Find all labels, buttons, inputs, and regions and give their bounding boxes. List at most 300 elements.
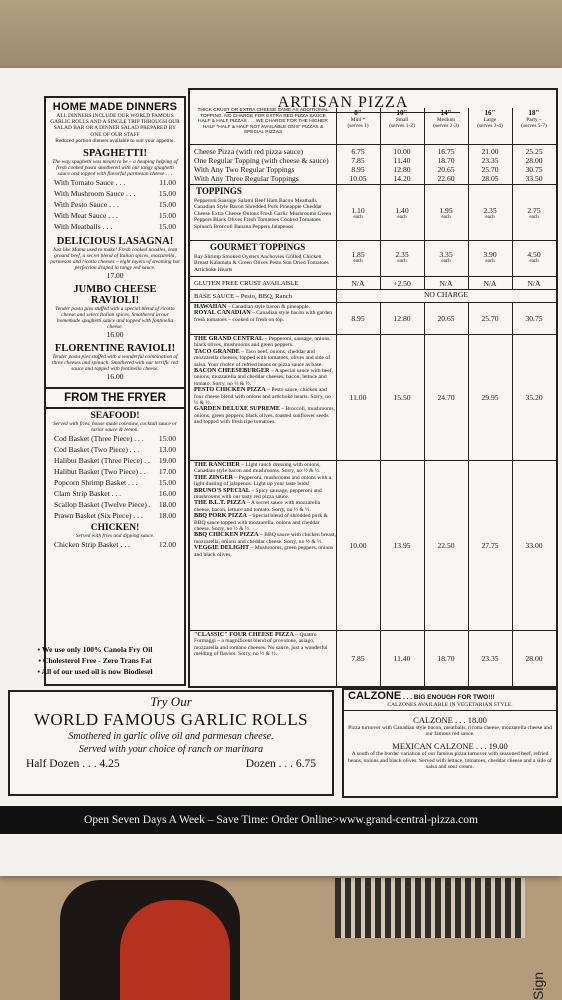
spaghetti-item-price: 15.00	[158, 189, 176, 199]
mexican-calzone-desc: A south of the border variation of our famous pizza turnover with seasoned beef, refried beans, onions and black olives. Served with lettuce, tomatoes, cheddar cheese and a side of salsa and sour cream.	[348, 751, 552, 770]
spaghetti-item-label: With Pesto Sauce . . .	[54, 200, 119, 210]
specialty-group-3-price-value: 33.00	[525, 541, 543, 550]
gluten-free-label: GLUTEN FREE CRUST AVAILABLE	[194, 280, 299, 287]
spaghetti-item-label: With Tomato Sauce . . .	[54, 178, 126, 188]
oil-note: • Cholesterol Free - Zero Trans Fat	[38, 656, 152, 665]
base-pizza-price	[380, 165, 424, 174]
specialty-group-2-item	[194, 349, 336, 368]
base-pizza-price-value: 30.75	[525, 165, 543, 174]
base-pizza-price	[380, 174, 424, 183]
specialty-group-1-item-text: – Canadian style bacon with garden fresh tomatoes – cooked or fresh on top.	[194, 310, 333, 323]
dinners-panel	[44, 96, 186, 686]
specialty-group-3-price	[336, 541, 380, 550]
base-pizza-price	[512, 165, 556, 174]
specialty-group-3-price-value: 10.00	[349, 541, 367, 550]
base-pizza-price-value: 23.35	[481, 156, 499, 165]
specialty-group-2-price	[336, 393, 380, 402]
size-inches: 18"	[528, 109, 540, 117]
base-pizza-price	[468, 165, 512, 174]
specialty-group-2-price-value: 24.70	[437, 393, 455, 402]
gourmet-price-value: 3.35	[439, 250, 453, 259]
each-label: each	[353, 215, 363, 220]
seafood-item	[50, 444, 180, 455]
gourmet-price	[380, 250, 424, 264]
grid-line	[336, 108, 337, 686]
base-pizza-price	[336, 165, 380, 174]
specialty-group-3-item-name: THE RANCHER	[194, 461, 240, 468]
garlic-rolls-panel	[8, 690, 334, 796]
lasagna-price: 17.00	[106, 271, 124, 281]
topping-price	[380, 206, 424, 220]
specialty-group-3-item-name: VEGGIE DELIGHT	[194, 544, 250, 552]
spaghetti-item	[50, 210, 180, 221]
specialty-group-4-price	[468, 654, 512, 663]
specialty-group-3-item-name: THE B.L.T. PIZZA	[194, 499, 246, 507]
seafood-item	[50, 477, 180, 488]
topping-price	[468, 206, 512, 220]
mexican-calzone-item: MEXICAN CALZONE . . . 19.00	[392, 741, 508, 752]
seafood-title: SEAFOOD!	[90, 411, 140, 422]
specialty-group-2-item	[194, 387, 336, 406]
base-pizza-price-value: 6.75	[351, 147, 365, 156]
box-artwork-red	[120, 900, 230, 1000]
spaghetti-item	[50, 188, 180, 199]
spaghetti-item-price: 15.00	[158, 200, 176, 210]
specialty-group-3-price-value: 13.95	[393, 541, 411, 550]
specialty-group-4-price-value: 7.85	[351, 654, 365, 663]
base-pizza-price	[380, 156, 424, 165]
specialty-group-2-item-text: – Taco beef, onions, cheddar and mozzarella cheeses, topped with tomatoes, olives and side of salsa. Your choice of refried beans or pizza sauce as base.	[194, 348, 331, 368]
specialty-group-4-item-name: "CLASSIC" FOUR CHEESE PIZZA	[194, 631, 294, 638]
spaghetti-item-label: With Meat Sauce . . .	[54, 211, 118, 221]
specialty-group-3-price	[468, 541, 512, 550]
gourmet-price	[336, 250, 380, 264]
seafood-item-price: 18.00	[158, 500, 176, 510]
grid-line	[190, 240, 556, 241]
gluten-free-price	[380, 279, 424, 288]
pizza-title: ARTISAN PIZZA	[226, 94, 460, 113]
gourmet-price	[424, 250, 468, 264]
specialty-group-4-price	[512, 654, 556, 663]
gluten-free-price-value: N/A	[439, 279, 453, 288]
specialty-group-4-price-value: 23.35	[481, 654, 499, 663]
grid-line	[190, 302, 556, 303]
grid-line	[190, 184, 556, 185]
specialty-group-2-item-name: BACON CHEESEBURGER	[194, 367, 270, 375]
base-pizza-price	[424, 147, 468, 156]
specialty-group-3-item-name: BBQ PORK PIZZA	[194, 512, 247, 520]
oil-note: • All of our used oil is now Biodiesel	[37, 667, 153, 676]
spaghetti-item	[50, 177, 180, 188]
seafood-item-price: 16.00	[158, 489, 176, 499]
specialty-group-2-item-text: – Broccoli, mushrooms, onions, green peppers, black olives, toasted sunflower seeds and topped with fresh ripe tomatoes.	[194, 406, 336, 426]
specialty-group-3-price-value: 27.75	[481, 541, 499, 550]
garlic-half-dozen: Half Dozen . . . 4.25	[26, 758, 120, 770]
base-pizza-price-value: 16.75	[437, 147, 455, 156]
spaghetti-item-price: 15.00	[158, 211, 176, 221]
toppings-list: Pepperoni Sausage Salami Beef Ham Bacon Meatballs Canadian Style Bacon Shredded Pork Pineapple Cheddar Cheese Extra Cheese Onions Fresh Garlic Mushrooms Green Peppers Black Olives Fresh Tomatoes Cooked Tomatoes Spinach Broccoli Banana Peppers Jalapenos	[194, 198, 332, 230]
oil-notes	[6, 644, 184, 680]
specialty-group-2-price-value: 35.20	[525, 393, 543, 402]
size-inches: 16"	[484, 109, 496, 117]
grid-line	[190, 460, 556, 461]
base-pizza-price	[512, 174, 556, 183]
specialty-group-3-item-text: – A secret sauce with mozzarella cheese, bacon, lettuce and tomato. Sorry, no ½ & ½.	[194, 500, 321, 513]
base-pizza-price-value: 33.50	[525, 174, 543, 183]
specialty-group-2-price-value: 29.95	[481, 393, 499, 402]
specialty-group-2-price	[380, 393, 424, 402]
seafood-item-label: Prawn Basket (Six Piece) . . .	[54, 511, 143, 521]
seafood-item	[50, 510, 180, 521]
gourmet-list: Bay Shrimp Smoked Oysters Anchovies Grilled Chicken Breast Kalamata & Green Olives Pesto Sun Dried Tomatoes Artichoke Hearts	[194, 254, 329, 273]
ravioli-desc: Tender pasta pies stuffed with a special blend of ricotta cheese and select Italian spices. Smothered in our homemade spaghetti sauce and topped with fontinella cheese.	[55, 306, 175, 331]
specialty-group-4-price	[424, 654, 468, 663]
specialty-group-4-price-value: 18.70	[437, 654, 455, 663]
specialty-group-1-price	[336, 314, 380, 323]
base-pizza-label: Cheese Pizza (with red pizza sauce)	[194, 147, 304, 156]
specialty-group-2-item-text: – Pepperoni, sausage, onions, black olives, mushrooms and green peppers.	[194, 336, 331, 349]
seafood-item-label: Popcorn Shrimp Basket . . .	[54, 478, 138, 488]
lasagna-title: DELICIOUS LASAGNA!	[56, 236, 174, 248]
garlic-line2: Served with your choice of ranch or marinara	[78, 744, 264, 755]
ravioli-title: JUMBO CHEESE RAVIOLI!	[73, 284, 157, 307]
seafood-item-label: Cod Basket (Two Piece) . . .	[54, 445, 140, 455]
topping-price-value: 2.75	[527, 206, 541, 215]
spaghetti-item-label: With Meatballs . . .	[54, 222, 113, 232]
base-pizza-price	[424, 156, 468, 165]
garlic-try: Try Our	[150, 694, 192, 709]
base-pizza-price-value: 8.95	[351, 165, 365, 174]
specialty-group-1-item-name: ROYAL CANADIAN	[194, 309, 251, 317]
specialty-group-3-item-text: – Pepperoni, mushrooms and onions with a light dusting of jalapenos. Light up your taste buds!	[194, 474, 332, 488]
grid-line	[468, 108, 469, 289]
each-label: each	[529, 259, 539, 264]
size-name: Medium	[436, 117, 456, 124]
base-pizza-price	[468, 156, 512, 165]
base-pizza-price-value: 28.00	[525, 156, 543, 165]
calzone-tag: . . . BIG ENOUGH FOR TWO!!!	[401, 694, 495, 701]
specialty-group-2-price-value: 11.00	[349, 393, 367, 402]
size-serves: (serves 1-2)	[389, 123, 415, 130]
dinners-intro: ALL DINNERS INCLUDE OUR WORLD FAMOUS GARLIC ROLLS AND A SINGLE TRIP THROUGH OUR SALAD BAR OR A DINNER SALAD PREPARED BY ONE OF OUR STAFF	[50, 113, 180, 138]
base-pizza-price-value: 12.80	[393, 165, 411, 174]
each-label: each	[397, 259, 407, 264]
gourmet-price-value: 4.50	[527, 250, 541, 259]
size-header	[424, 110, 468, 130]
specialty-group-3-item-name: THE ZINGER	[194, 473, 234, 481]
topping-price	[512, 206, 556, 220]
grid-line	[190, 144, 556, 145]
base-pizza-price-value: 21.00	[481, 147, 499, 156]
base-pizza-price-value: 18.70	[437, 156, 455, 165]
specialty-group-1-price-value: 25.70	[481, 314, 499, 323]
base-pizza-price	[336, 156, 380, 165]
specialty-group-1-item-text: – Canadian style bacon & pineapple.	[226, 304, 311, 310]
specialty-group-3-price-value: 22.50	[437, 541, 455, 550]
size-header	[336, 110, 380, 130]
box-sign-text: Sign	[530, 971, 546, 1000]
calzone-desc: Pizza turnover with Canadian style bacon, meatballs, ricotta cheese, mozzarella cheese and our famous red sauce.	[348, 725, 552, 738]
florentine-desc: Tender pasta pies stuffed with a wonderful combination of three cheeses and spinach. Smothered with our terrific red sauce and topped with fontinella cheese.	[52, 354, 178, 373]
gluten-free-price-value: +2.50	[393, 279, 411, 288]
specialty-group-2-item	[194, 368, 336, 387]
each-label: each	[441, 215, 451, 220]
specialty-group-1-price-value: 8.95	[351, 314, 365, 323]
base-pizza-price-value: 10.00	[393, 147, 411, 156]
size-inches: 14"	[440, 109, 452, 117]
specialty-group-3-item-name: BRUNO'S SPECIAL	[194, 486, 250, 494]
specialty-group-1-price	[468, 314, 512, 323]
gourmet-price	[468, 250, 512, 264]
each-label: each	[485, 259, 495, 264]
each-label: each	[441, 259, 451, 264]
base-sauce-price: NO CHARGE	[423, 290, 469, 299]
size-serves: (serves 3-4)	[477, 123, 503, 130]
specialty-group-4-price-value: 28.00	[525, 654, 543, 663]
ravioli-price: 16.00	[106, 330, 124, 340]
specialty-group-1-item-name: HAWAIIAN	[194, 303, 227, 310]
specialty-group-4-price	[380, 654, 424, 663]
base-sauce-label: BASE SAUCE – Pesto, BBQ, Ranch	[194, 293, 292, 300]
seafood-item-price: 15.00	[158, 478, 176, 488]
thick-crust-note: THICK CRUST OR EXTRA CHEESE SAME AS ADDITIONAL TOPPING. NO CHARGE FOR EXTRA RED PIZZA SAUCE HALF & HALF PIZZAS . . . WE CHARGE FOR THE HIGHER HALF *HALF & HALF NOT AVAILABLE ON 8" PIZZAS & SPECIAL PIZZAS	[197, 108, 329, 136]
garlic-dozen: Dozen . . . 6.75	[245, 758, 316, 770]
base-pizza-label: With Any Three Regular Toppings	[194, 174, 299, 183]
each-label: each	[397, 215, 407, 220]
seafood-item-price: 18.00	[158, 511, 176, 521]
spaghetti-item-price: 11.00	[159, 178, 176, 188]
specialty-group-2-item	[194, 406, 336, 425]
seafood-item-price: 15.00	[158, 434, 176, 444]
specialty-group-3-price	[424, 541, 468, 550]
specialty-group-2-price	[424, 393, 468, 402]
each-label: each	[353, 259, 363, 264]
specialty-group-3-item	[194, 513, 336, 532]
dinners-title: HOME MADE DINNERS	[52, 101, 178, 113]
base-pizza-price	[424, 165, 468, 174]
base-pizza-price-value: 14.20	[393, 174, 411, 183]
size-inches: 10"	[396, 109, 408, 117]
specialty-group-2-item-text: – A special sauce with beef, onions, mozzarella and cheddar cheeses, bacon, lettuce and tomato. Sorry, no ½ & ½.	[194, 368, 333, 387]
gluten-free-price	[424, 279, 468, 288]
base-pizza-price-value: 28.05	[481, 174, 499, 183]
specialty-group-3-item-text: – Mushrooms, green peppers, onions and black olives.	[194, 545, 334, 558]
gourmet-price-value: 3.90	[483, 250, 497, 259]
specialty-group-2-item-name: PESTO CHICKEN PIZZA	[194, 386, 266, 394]
size-header	[512, 110, 556, 130]
seafood-item-label: Cod Basket (Three Piece) . . .	[54, 434, 144, 444]
size-serves: (serves 5-7)	[521, 123, 547, 130]
seafood-item	[50, 499, 180, 510]
topping-price-value: 2.35	[483, 206, 497, 215]
size-name: Party –	[526, 117, 542, 124]
specialty-group-1-price	[424, 314, 468, 323]
grid-line	[512, 302, 513, 686]
specialty-group-1-price-value: 20.65	[437, 314, 455, 323]
gourmet-price	[512, 250, 556, 264]
specialty-group-2-item-text: – Pesto sauce, chicken and four cheese blend with onions and artichoke hearts. Sorry, no ½ & ½.	[194, 387, 331, 407]
seafood-item-price: 17.00	[158, 467, 176, 477]
grid-line	[512, 108, 513, 289]
size-serves: (serves 2-3)	[433, 123, 459, 130]
base-pizza-price-value: 22.60	[437, 174, 455, 183]
chicken-item-price: 12.00	[158, 540, 176, 550]
seafood-item	[50, 466, 180, 477]
specialty-group-3-item	[194, 545, 336, 558]
chicken-item	[50, 539, 180, 550]
chicken-item-label: Chicken Strip Basket . . .	[54, 540, 130, 550]
calzone-title: CALZONE	[348, 690, 402, 702]
size-serves: (serves 1)	[347, 123, 369, 130]
specialty-group-1-desc	[194, 304, 336, 323]
chicken-list	[50, 539, 180, 550]
specialty-group-2-desc	[194, 336, 336, 426]
spaghetti-desc: The way spaghetti was meant to be – a heaping helping of fresh cooked pasta smothered with our tangy spaghetti sauce and topped with flavorful parmesan cheese . . .	[52, 159, 178, 178]
seafood-item-price: 19.00	[158, 456, 176, 466]
base-pizza-price	[468, 147, 512, 156]
grid-line	[380, 108, 381, 289]
specialty-group-2-price	[512, 393, 556, 402]
seafood-item-label: Halibut Basket (Two Piece) . .	[54, 467, 146, 477]
specialty-group-3-item-text: – Spicy sausage, pepperoni and mushrooms with our tasty red pizza sauce.	[194, 487, 322, 501]
garlic-title: WORLD FAMOUS GARLIC ROLLS	[33, 710, 309, 729]
seafood-item-label: Scallop Basket (Twelve Piece) .	[54, 500, 151, 510]
specialty-group-4-item	[194, 632, 336, 658]
seafood-item-price: 13.00	[158, 445, 176, 455]
base-pizza-price-value: 25.70	[481, 165, 499, 174]
calzone-veg-note: CALZONES AVAILABLE IN VEGETARIAN STYLE.	[344, 702, 556, 711]
seafood-item-label: Clam Strip Basket . . .	[54, 489, 122, 499]
spaghetti-item	[50, 221, 180, 232]
size-name: Mini *	[350, 117, 366, 124]
specialty-group-3-desc	[194, 462, 336, 558]
base-pizza-label: One Regular Topping (with cheese & sauce)	[194, 156, 329, 165]
base-pizza-price	[468, 174, 512, 183]
gluten-free-price	[468, 279, 512, 288]
footer-banner: Open Seven Days A Week – Save Time: Order Online>www.grand-central-pizza.com	[0, 806, 562, 834]
qr-code	[335, 878, 525, 938]
specialty-group-4-desc	[194, 632, 336, 658]
seafood-item	[50, 455, 180, 466]
florentine-title: FLORENTINE RAVIOLI!	[54, 343, 176, 355]
specialty-group-3-item-text: – Light ranch dressing with onions, Canadian style bacon and mushrooms. Sorry, no ½ & ½.	[194, 462, 321, 475]
specialty-group-2-item-name: GARDEN DELUXE SUPREME	[194, 405, 280, 413]
grid-line	[468, 302, 469, 686]
seafood-item	[50, 488, 180, 499]
base-pizza-price-value: 11.40	[393, 156, 411, 165]
grid-line	[380, 302, 381, 686]
grid-line	[190, 276, 556, 277]
size-name: Small	[395, 117, 409, 124]
seafood-list	[50, 433, 180, 521]
gourmet-title: GOURMET TOPPINGS	[210, 242, 306, 252]
specialty-group-3-price	[380, 541, 424, 550]
spaghetti-list	[50, 177, 180, 232]
each-label: each	[529, 215, 539, 220]
pizza-panel	[188, 88, 558, 688]
specialty-group-4-item-text: – Quattro Formaggi – a magnificent blend of provolone, asiago, mozzarella and romano cheeses. No sauce, just a wonderful melding of flavors. Sorry, no ½ & ½.	[194, 632, 328, 658]
topping-price-value: 1.40	[395, 206, 409, 215]
calzone-item: CALZONE . . . 18.00	[413, 715, 487, 725]
specialty-group-2-price	[468, 393, 512, 402]
specialty-group-2-item-name: TACO GRANDE	[194, 347, 240, 355]
gourmet-price-value: 2.35	[395, 250, 409, 259]
specialty-group-4-price-value: 11.40	[393, 654, 411, 663]
seafood-desc: Served with fries, house made coleslaw, cocktail sauce or tartar sauce & lemon.	[53, 421, 177, 434]
garlic-line1: Smothered in garlic olive oil and parmesan cheese.	[68, 731, 274, 742]
gluten-free-price-value: N/A	[483, 279, 497, 288]
base-pizza-price	[336, 174, 380, 183]
seafood-item	[50, 433, 180, 444]
grid-line	[424, 108, 425, 289]
lasagna-desc: Just like Mama used to make! Fresh cooked noodles, lean ground beef, a secret blend of Italian spices, mozzarella, parmesan and ricotta cheeses – eight layers of steaming hot perfection draped in tangy red sauce.	[50, 247, 180, 272]
calzone-panel	[342, 688, 558, 798]
spaghetti-item-price: 15.00	[158, 222, 176, 232]
oil-note: • We use only 100% Canola Fry Oil	[37, 645, 153, 654]
base-pizza-price	[512, 156, 556, 165]
base-pizza-price	[424, 174, 468, 183]
grid-line	[424, 302, 425, 686]
size-inches: 8"	[354, 109, 362, 117]
specialty-group-1-price-value: 12.80	[393, 314, 411, 323]
gluten-free-price	[512, 279, 556, 288]
specialty-group-3-item-text: – Special blend of shredded pork & BBQ sauce topped with mozzarella, onions and cheddar cheese. Sorry, no ½ & ½.	[194, 513, 328, 533]
topping-price	[424, 206, 468, 220]
specialty-group-3-item-text: – BBQ sauce with chicken breast, mozzarella, onions and cheddar cheese. Sorry, no ½ & ½.	[194, 532, 336, 545]
base-pizza-price-value: 20.65	[437, 165, 455, 174]
specialty-group-2-price-value: 15.50	[393, 393, 411, 402]
size-header	[468, 110, 512, 130]
specialty-group-1-price-value: 30.75	[525, 314, 543, 323]
topping-price	[336, 206, 380, 220]
size-name: Large	[483, 117, 497, 124]
fryer-title: FROM THE FRYER	[46, 387, 184, 409]
base-pizza-price-value: 10.05	[349, 174, 367, 183]
specialty-group-3-price	[512, 541, 556, 550]
chicken-title: CHICKEN!	[90, 523, 140, 534]
spaghetti-item	[50, 199, 180, 210]
specialty-group-1-price	[512, 314, 556, 323]
dinners-reduced: Reduced portion dinners available to suit your appetite.	[55, 137, 175, 144]
base-pizza-price	[336, 147, 380, 156]
gluten-free-price-value: N/A	[527, 279, 541, 288]
chicken-desc: Served with fries and dipping sauce.	[75, 533, 155, 540]
topping-price-value: 1.10	[351, 206, 365, 215]
size-header	[380, 110, 424, 130]
florentine-price: 16.00	[106, 372, 124, 382]
gourmet-price-value: 1.85	[351, 250, 365, 259]
spaghetti-title: SPAGHETTI!	[83, 148, 147, 160]
specialty-group-3-item-name: BBQ CHICKEN PIZZA	[194, 531, 259, 539]
gluten-free-price	[336, 279, 380, 288]
spaghetti-item-label: With Mushroom Sauce . . .	[54, 189, 136, 199]
specialty-group-4-price	[336, 654, 380, 663]
toppings-title: TOPPINGS	[196, 186, 242, 196]
base-pizza-price-value: 7.85	[351, 156, 365, 165]
seafood-item-label: Halibut Basket (Three Piece) . .	[54, 456, 150, 466]
specialty-group-2-item-name: THE GRAND CENTRAL	[194, 335, 264, 342]
grid-line	[190, 686, 556, 687]
topping-price-value: 1.95	[439, 206, 453, 215]
each-label: each	[485, 215, 495, 220]
specialty-group-1-item	[194, 310, 336, 323]
base-pizza-price-value: 25.25	[525, 147, 543, 156]
gluten-free-price-value: N/A	[351, 279, 365, 288]
base-pizza-price	[380, 147, 424, 156]
specialty-group-1-price	[380, 314, 424, 323]
base-pizza-price	[512, 147, 556, 156]
base-pizza-label: With Any Two Regular Toppings	[194, 165, 295, 174]
